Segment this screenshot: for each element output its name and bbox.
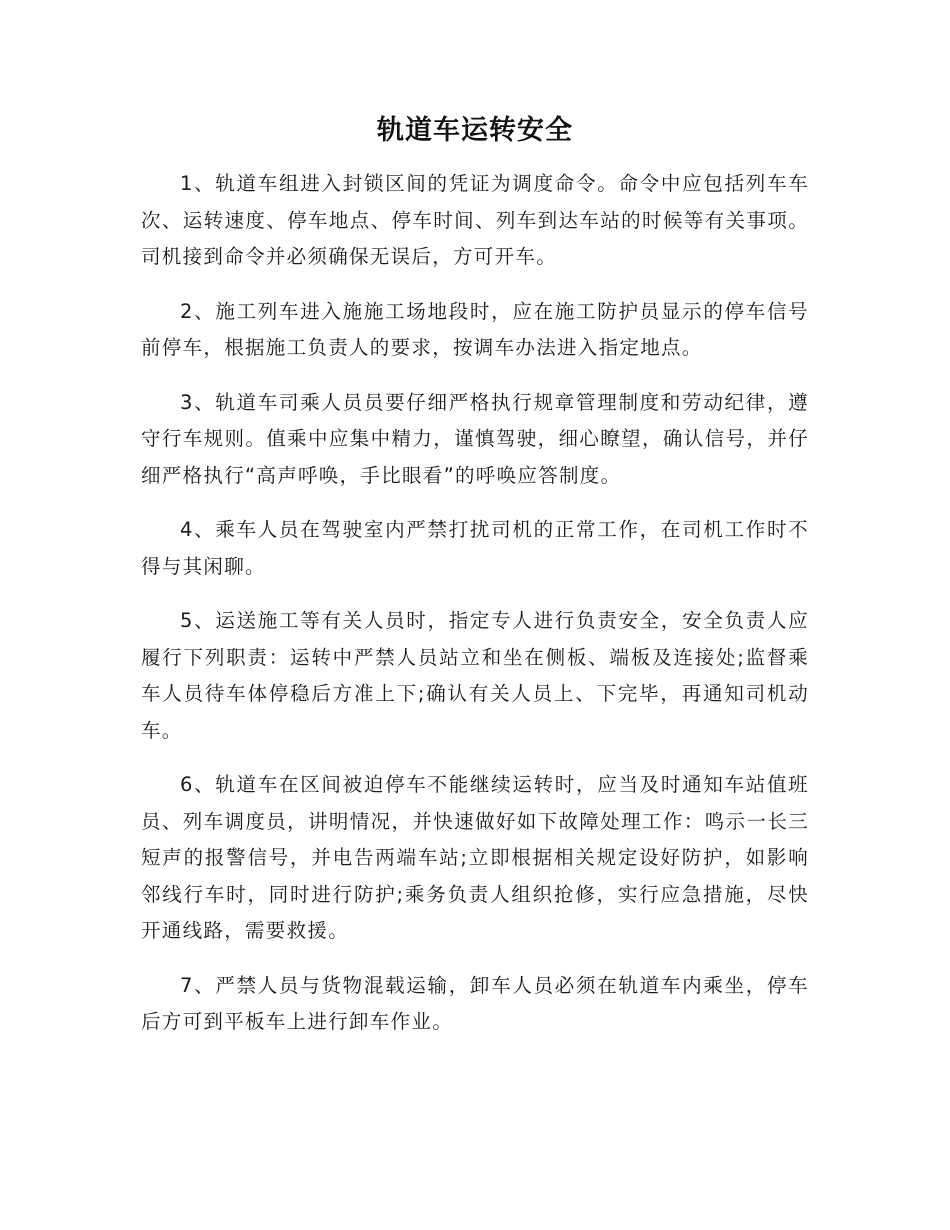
- paragraph-2: 2、施工列车进入施施工场地段时，应在施工防护员显示的停车信号前停车，根据施工负责人的要求，按调车办法进入指定地点。: [141, 299, 809, 359]
- paragraph-1: 1、轨道车组进入封锁区间的凭证为调度命令。命令中应包括列车车次、运转速度、停车地点、停车时间、列车到达车站的时候等有关事项。司机接到命令并必须确保无误后，方可开车。: [141, 172, 809, 268]
- paragraph-5: 5、运送施工等有关人员时，指定专人进行负责安全，安全负责人应履行下列职责：运转中严禁人员站立和坐在侧板、端板及连接处;监督乘车人员待车体停稳后方准上下;确认有关人员上、下完毕，再通知司机动车。: [141, 609, 809, 742]
- paragraph-6: 6、轨道车在区间被迫停车不能继续运转时，应当及时通知车站值班员、列车调度员，讲明情况，并快速做好如下故障处理工作：鸣示一长三短声的报警信号，并电告两端车站;立即根据相关规定设好防护，如影响邻线行车时，同时进行防护;乘务负责人组织抢修，实行应急措施，尽快开通线路，需要救援。: [141, 773, 809, 942]
- paragraph-3: 3、轨道车司乘人员员要仔细严格执行规章管理制度和劳动纪律，遵守行车规则。值乘中应集中精力，谨慎驾驶，细心瞭望，确认信号，并仔细严格执行“高声呼唤，手比眼看”的呼唤应答制度。: [141, 390, 809, 487]
- document-body: [141, 166, 809, 1059]
- paragraph-7: 7、严禁人员与货物混载运输，卸车人员必须在轨道车内乘坐，停车后方可到平板车上进行卸车作业。: [141, 973, 809, 1033]
- document-title: 轨道车运转安全: [377, 115, 573, 146]
- paragraph-4: 4、乘车人员在驾驶室内严禁打扰司机的正常工作，在司机工作时不得与其闲聊。: [141, 518, 809, 578]
